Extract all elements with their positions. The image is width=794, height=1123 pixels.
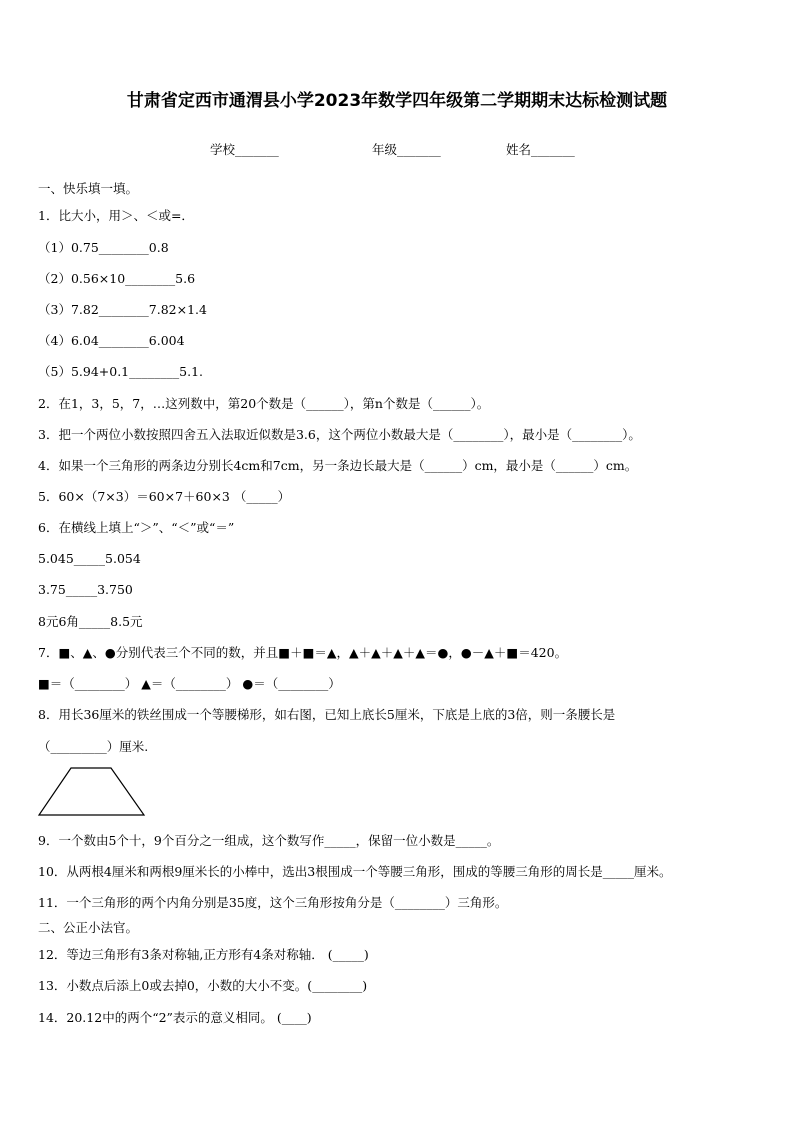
- name-field: 姓名_______: [506, 142, 575, 157]
- question-8-answer: （_________）厘米.: [38, 739, 149, 754]
- question-8: 8．用长36厘米的铁丝围成一个等腰梯形，如右图，已知上底长5厘米，下底是上底的3倍，则一条腰长是: [38, 707, 616, 722]
- question-1-part-4: （4）6.04________6.004: [38, 333, 185, 348]
- question-5: 5．60×（7×3）＝60×7＋60×3 （_____）: [38, 489, 291, 504]
- question-7-answers: ■＝（________） ▲＝（________） ●＝（________）: [38, 676, 341, 691]
- question-1-part-5: （5）5.94+0.1________5.1.: [38, 364, 203, 379]
- question-6-part-1: 5.045_____5.054: [38, 551, 141, 566]
- section-1-heading: 一、快乐填一填。: [38, 181, 139, 196]
- question-6-part-3: 8元6角_____8.5元: [38, 614, 143, 629]
- question-9: 9．一个数由5个十，9个百分之一组成，这个数写作_____，保留一位小数是_____。: [38, 833, 500, 848]
- question-7: 7．■、▲、●分别代表三个不同的数，并且■＋■＝▲，▲＋▲＋▲＋▲＝●，●－▲＋■＝420。: [38, 645, 568, 660]
- page-title: 甘肃省定西市通渭县小学2023年数学四年级第二学期期末达标检测试题: [126, 91, 668, 111]
- question-2: 2．在1，3，5，7，…这列数中，第20个数是（______），第n个数是（______）。: [38, 396, 490, 411]
- question-3: 3．把一个两位小数按照四舍五入法取近似数是3.6，这个两位小数最大是（________），最小是（________）。: [38, 427, 641, 442]
- school-field: 学校_______: [210, 142, 279, 157]
- question-6-part-2: 3.75_____3.750: [38, 582, 133, 597]
- question-1-part-2: （2）0.56×10________5.6: [38, 271, 196, 286]
- question-14: 14．20.12中的两个“2”表示的意义相同。 (____): [38, 1010, 312, 1025]
- question-10: 10．从两根4厘米和两根9厘米长的小棒中，选出3根围成一个等腰三角形，围成的等腰三角形的周长是_____厘米。: [38, 864, 672, 879]
- question-6: 6．在横线上填上“＞”、“＜”或“＝”: [38, 520, 235, 535]
- question-12: 12．等边三角形有3条对称轴,正方形有4条对称轴． (_____): [38, 947, 369, 962]
- question-4: 4．如果一个三角形的两条边分别长4cm和7cm，另一条边长最大是（______）cm，最小是（______）cm。: [38, 458, 638, 473]
- question-11: 11．一个三角形的两个内角分别是35度，这个三角形按角分是（________）三角形。: [38, 895, 508, 910]
- question-1-part-1: （1）0.75________0.8: [38, 240, 169, 255]
- grade-field: 年级_______: [372, 142, 441, 157]
- section-2-heading: 二、公正小法官。: [38, 920, 139, 935]
- question-1: 1．比大小，用＞、＜或=．: [38, 208, 194, 223]
- question-13: 13．小数点后添上0或去掉0，小数的大小不变。(________): [38, 978, 368, 993]
- question-1-part-3: （3）7.82________7.82×1.4: [38, 302, 207, 317]
- trapezoid-figure: [36, 766, 148, 818]
